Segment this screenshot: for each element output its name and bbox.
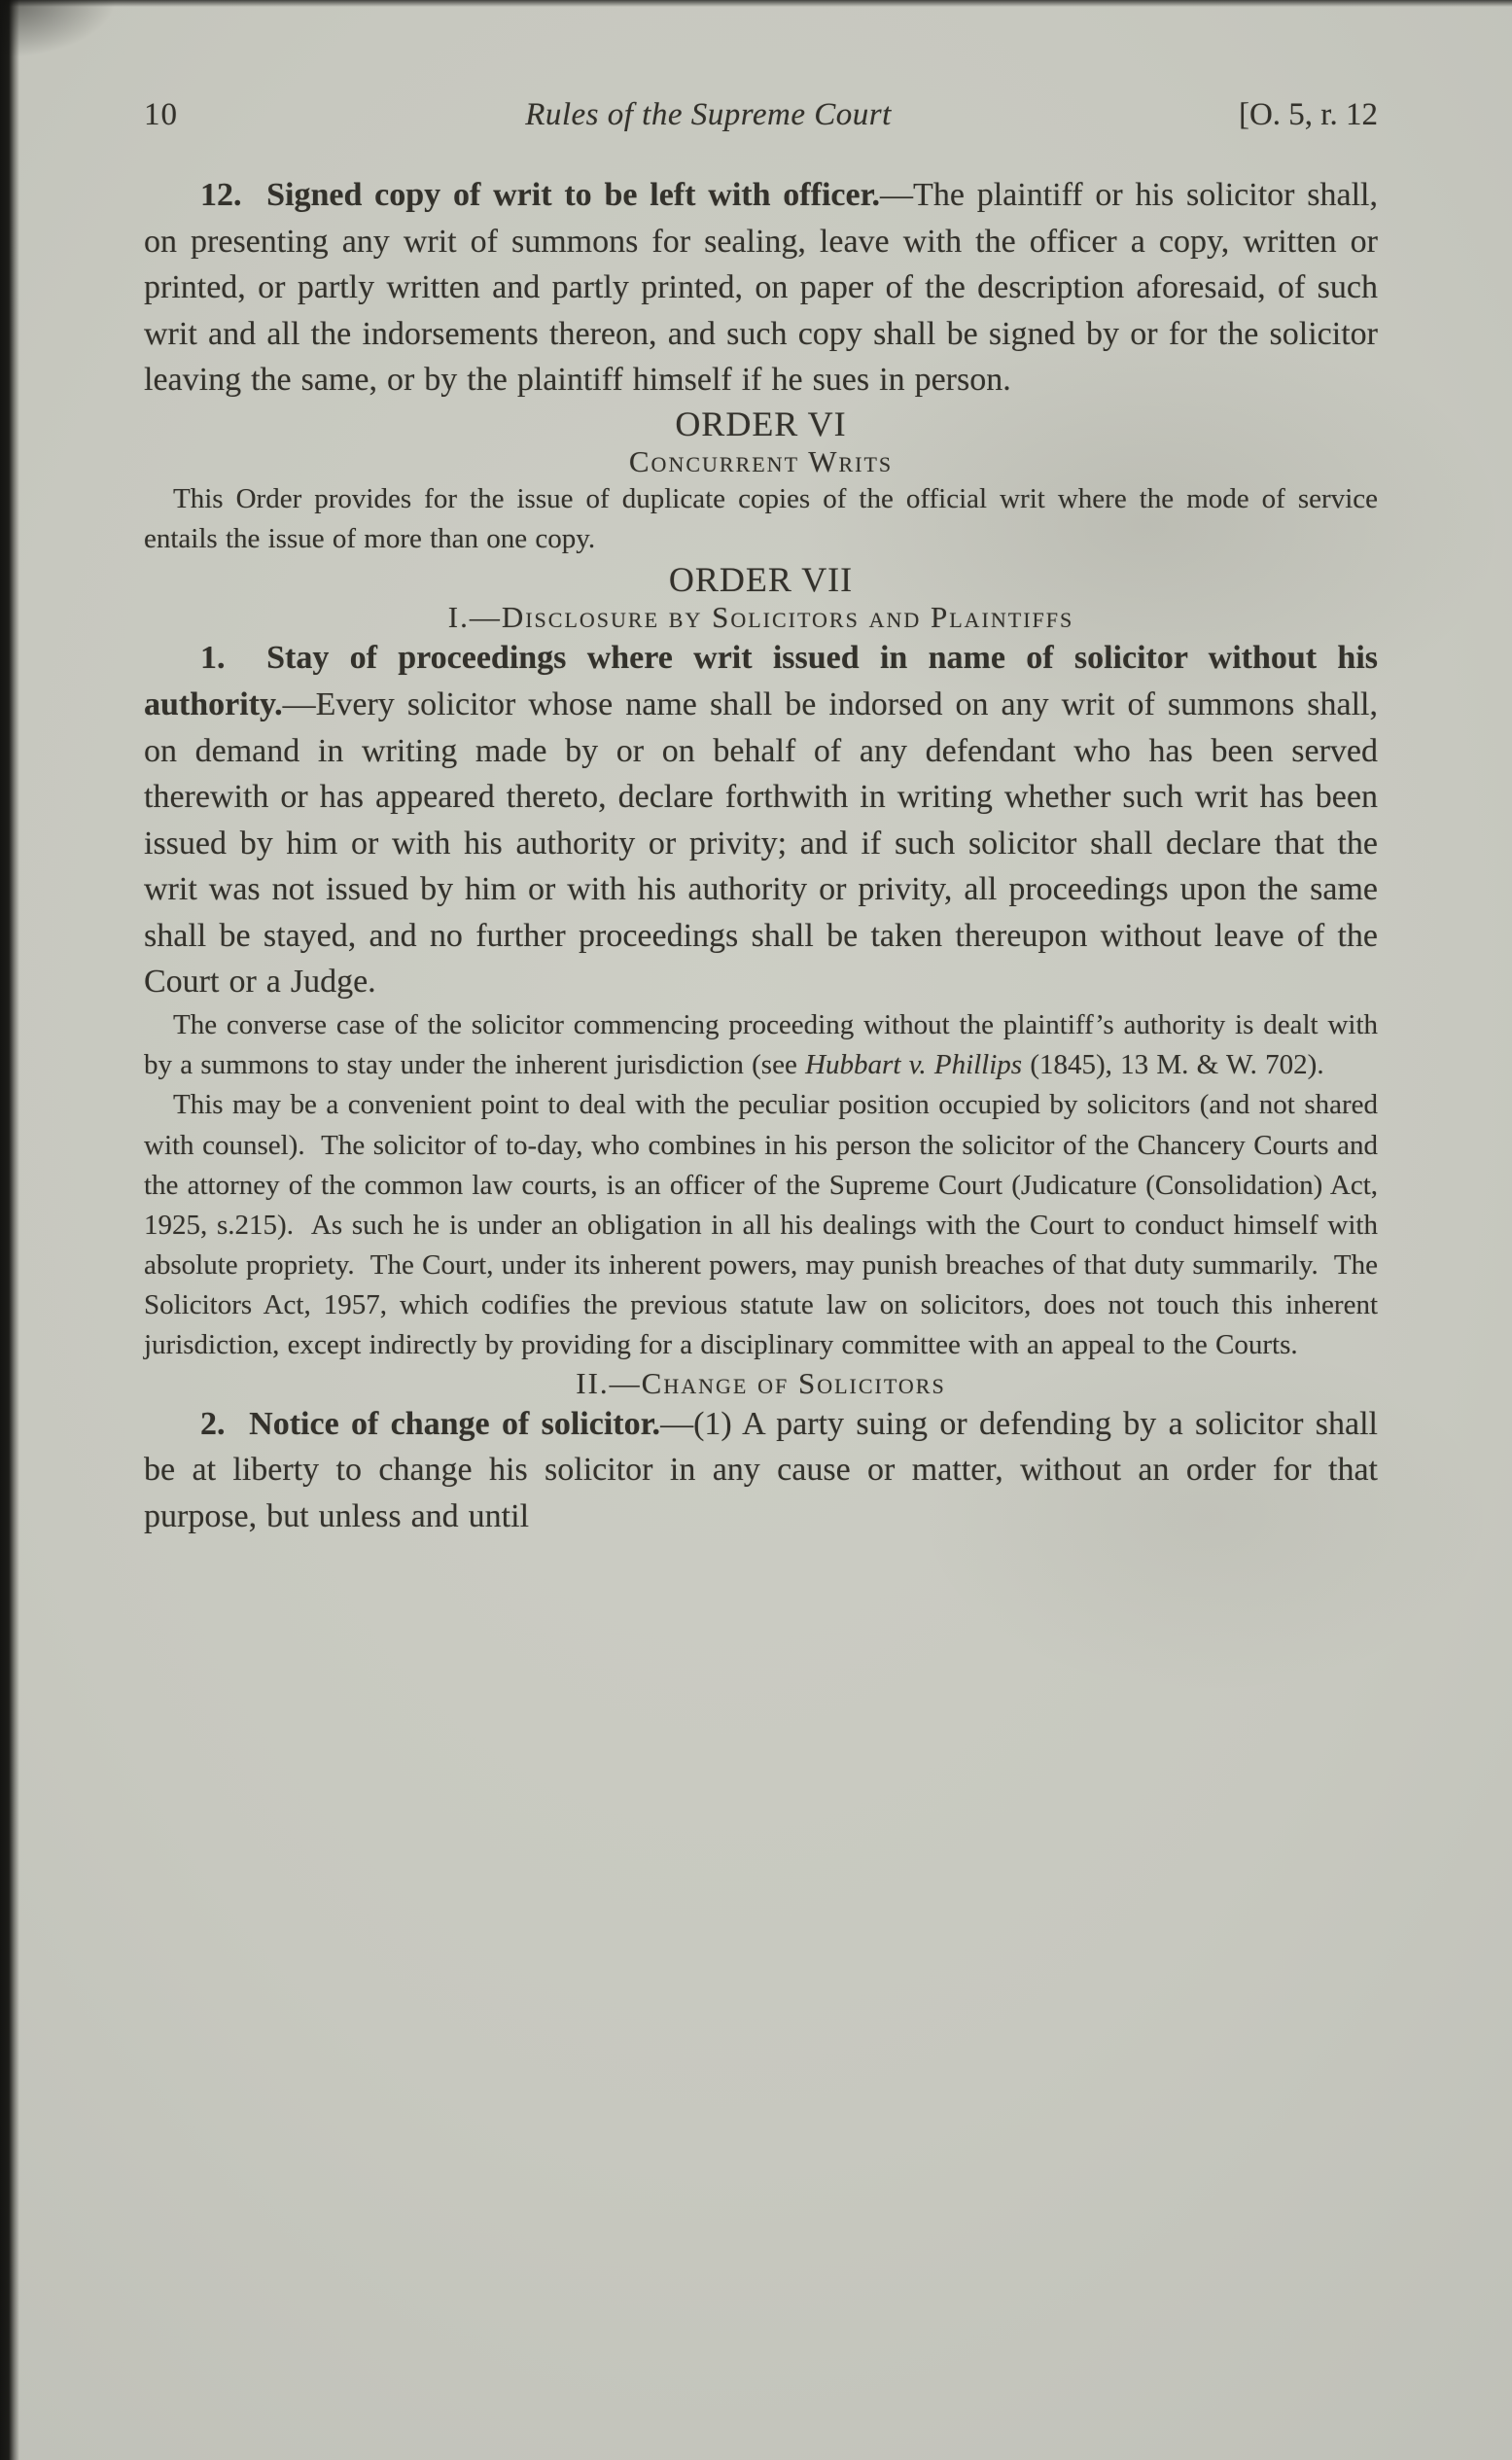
order-vi-note: This Order provides for the issue of duplicate copies of the official writ where the mode of service entails the issue of more than one copy. [144, 482, 1378, 555]
running-title: Rules of the Supreme Court [525, 97, 892, 132]
rule-12-text: —The plaintiff or his solicitor shall, on presenting any writ of summons for sealing, leave with the officer a copy, written or printed, or partly written and partly printed, on paper of the description aforesaid, of such writ and all the indorsements thereon, and such copy shall be signed by or for the solicitor leaving the same, or by the plaintiff himself if he sues in person. [144, 177, 1378, 399]
section-ii-heading: II.—Change of Solicitors [576, 1365, 946, 1400]
rule-2-text: —(1) A party suing or defending by a solicitor shall be at liberty to change his solicitor in any cause or matter, without an order for that purpose, but unless and until [144, 1405, 1378, 1534]
note-solicitor-position: This may be a convenient point to deal with the peculiar position occupied by solicitors (and not shared with counsel). The solicitor of to-day, who combines in his person the solicitor of the Chancery Courts and the attorney of the common law courts, is an officer of the Supreme Court (Judicature (Consolidation) Act, 1925, s.215). As such he is under an obligation in all his dealings with the Court to conduct himself with absolute propriety. The Court, under its inherent powers, may punish breaches of that duty summarily. The Solicitors Act, 1957, which codifies the previous statute law on solicitors, does not touch this inherent jurisdiction, except indirectly by providing for a disciplinary committee with an appeal to the Courts. [144, 1089, 1378, 1361]
page-number: 10 [144, 97, 178, 132]
note-converse-case [144, 1005, 1378, 1085]
order-vi-heading: ORDER VI [675, 404, 847, 443]
rule-1-paragraph [144, 635, 1378, 1005]
note-converse-text-after: (1845), 13 M. & W. 702). [1022, 1049, 1324, 1081]
rule-12-lead: 12. Signed copy of writ to be left with officer. [200, 177, 881, 213]
order-vi-subheading: Concurrent Writs [628, 443, 894, 478]
rule-1-text: —Every solicitor whose name shall be indorsed on any writ of summons shall, on demand in writing made by or on behalf of any defendant who has been served therewith or has appeared thereto, declare forthwith in writing whether such writ has been issued by him or with his authority or privity; and if such solicitor shall declare that the writ was not issued by him or with his authority or privity, all proceedings upon the same shall be stayed, and no further proceedings shall be taken thereupon without leave of the Court or a Judge. [144, 685, 1378, 1001]
rule-12-paragraph [144, 172, 1378, 404]
scan-edge-left [0, 0, 19, 2460]
section-i-heading: I.—Disclosure by Solicitors and Plaintiffs [447, 600, 1074, 635]
page-header [144, 97, 1378, 133]
case-citation: Hubbart v. Phillips [805, 1049, 1023, 1081]
order-vii-heading: ORDER VII [668, 560, 854, 600]
rule-1-lead: 1. Stay of proceedings where writ issued in name of solicitor without his authority. [144, 640, 1378, 722]
scan-edge-top [0, 0, 1512, 7]
rule-2-paragraph [144, 1401, 1378, 1540]
rule-2-lead: 2. Notice of change of solicitor. [200, 1405, 661, 1442]
margin-citation: [O. 5, r. 12 [1238, 97, 1378, 132]
scan-corner-shadow [0, 0, 117, 58]
page-content [144, 97, 1378, 1539]
note-converse-text-before: The converse case of the solicitor commencing proceeding without the plaintiff’s authority is dealt with by a summons to stay under the inherent jurisdiction (see [144, 1009, 1378, 1081]
